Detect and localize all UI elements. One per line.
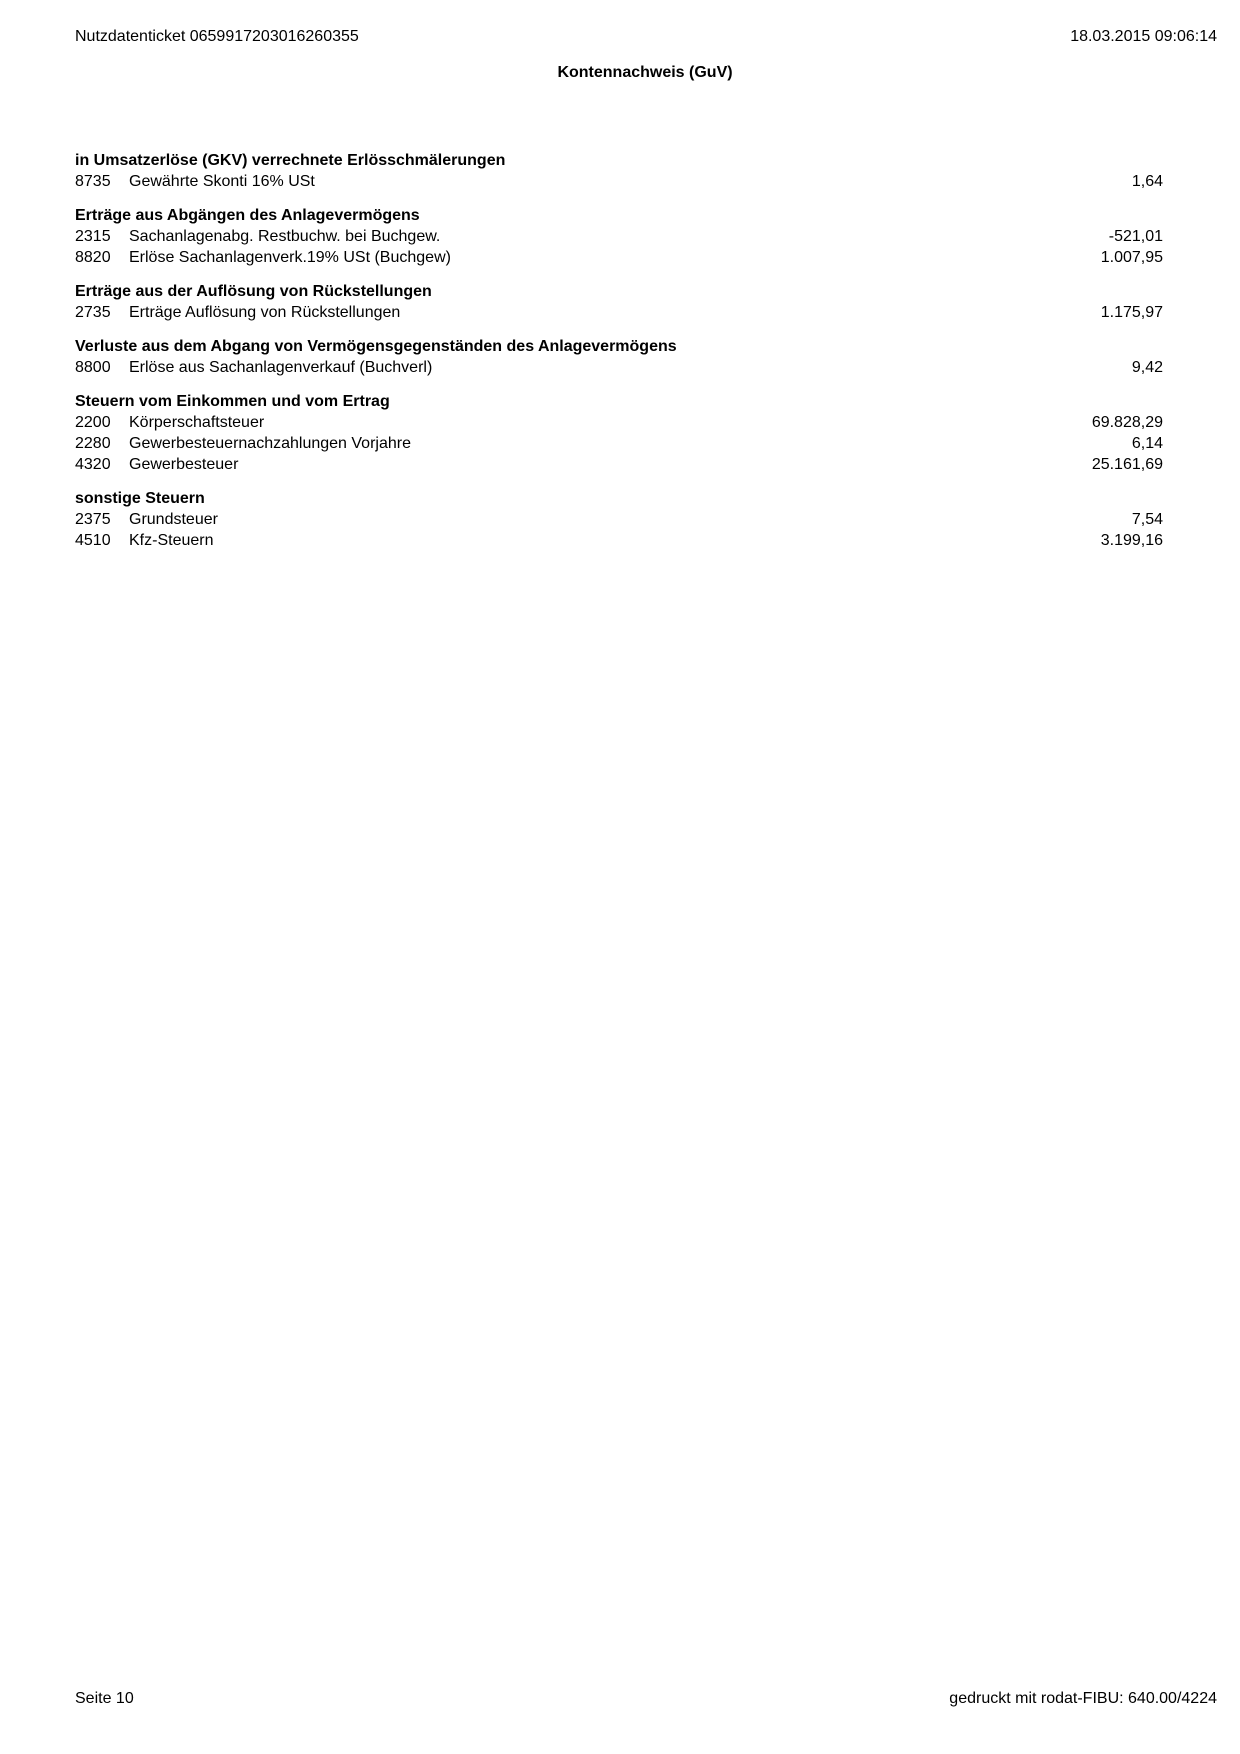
- account-number: 2200: [75, 414, 111, 431]
- account-number: 8800: [75, 359, 111, 376]
- account-number: 2735: [75, 304, 111, 321]
- account-row: [75, 247, 1215, 268]
- account-row: [75, 357, 1215, 378]
- account-row: [75, 412, 1215, 433]
- page-number: Seite 10: [75, 1690, 134, 1707]
- section-heading: Steuern vom Einkommen und vom Ertrag: [75, 393, 390, 410]
- account-row: [75, 226, 1215, 247]
- section-steuern-einkommen-ertrag: [75, 391, 1215, 475]
- account-name: Körperschaftsteuer: [129, 414, 265, 431]
- section-erloesschmaelerungen: [75, 150, 1215, 192]
- account-amount: 9,42: [1131, 359, 1163, 376]
- section-ertraege-abgaenge: [75, 205, 1215, 268]
- account-row: [75, 454, 1215, 475]
- account-amount: 6,14: [1131, 435, 1163, 452]
- account-name: Erlöse Sachanlagenverk.19% USt (Buchgew): [129, 249, 451, 266]
- document-title: Kontennachweis (GuV): [557, 64, 733, 81]
- account-number: 2315: [75, 228, 111, 245]
- account-amount: 1.175,97: [1100, 304, 1163, 321]
- section-heading: in Umsatzerlöse (GKV) verrechnete Erlösschmälerungen: [75, 152, 506, 169]
- account-name: Gewährte Skonti 16% USt: [129, 173, 315, 190]
- page-header: [75, 26, 1217, 47]
- account-number: 2280: [75, 435, 111, 452]
- section-heading: sonstige Steuern: [75, 490, 205, 507]
- ticket-number: Nutzdatenticket 0659917203016260355: [75, 28, 359, 45]
- section-heading: Erträge aus Abgängen des Anlagevermögens: [75, 207, 420, 224]
- account-name: Erlöse aus Sachanlagenverkauf (Buchverl): [129, 359, 433, 376]
- account-row: [75, 509, 1215, 530]
- account-amount: 1,64: [1131, 173, 1163, 190]
- print-datetime: 18.03.2015 09:06:14: [1070, 28, 1217, 45]
- account-row: [75, 530, 1215, 551]
- account-amount: 3.199,16: [1100, 532, 1163, 549]
- account-row: [75, 433, 1215, 454]
- account-name: Gewerbesteuernachzahlungen Vorjahre: [129, 435, 411, 452]
- account-listing: [75, 150, 1215, 564]
- account-number: 8735: [75, 173, 111, 190]
- account-amount: 25.161,69: [1091, 456, 1163, 473]
- account-row: [75, 171, 1215, 192]
- section-aufloesung-rueckstellungen: [75, 281, 1215, 323]
- account-name: Grundsteuer: [129, 511, 218, 528]
- account-number: 8820: [75, 249, 111, 266]
- page-footer: [75, 1688, 1217, 1709]
- account-amount: 69.828,29: [1091, 414, 1163, 431]
- account-number: 4320: [75, 456, 111, 473]
- account-name: Gewerbesteuer: [129, 456, 239, 473]
- account-name: Kfz-Steuern: [129, 532, 214, 549]
- section-heading: Erträge aus der Auflösung von Rückstellungen: [75, 283, 432, 300]
- account-number: 2375: [75, 511, 111, 528]
- account-name: Erträge Auflösung von Rückstellungen: [129, 304, 401, 321]
- printed-with: gedruckt mit rodat-FIBU: 640.00/4224: [949, 1690, 1217, 1707]
- section-sonstige-steuern: [75, 488, 1215, 551]
- section-verluste-abgang: [75, 336, 1215, 378]
- account-amount: 7,54: [1131, 511, 1163, 528]
- account-name: Sachanlagenabg. Restbuchw. bei Buchgew.: [129, 228, 441, 245]
- account-amount: -521,01: [1108, 228, 1163, 245]
- section-heading: Verluste aus dem Abgang von Vermögensgegenständen des Anlagevermögens: [75, 338, 677, 355]
- account-row: [75, 302, 1215, 323]
- account-number: 4510: [75, 532, 111, 549]
- account-amount: 1.007,95: [1100, 249, 1163, 266]
